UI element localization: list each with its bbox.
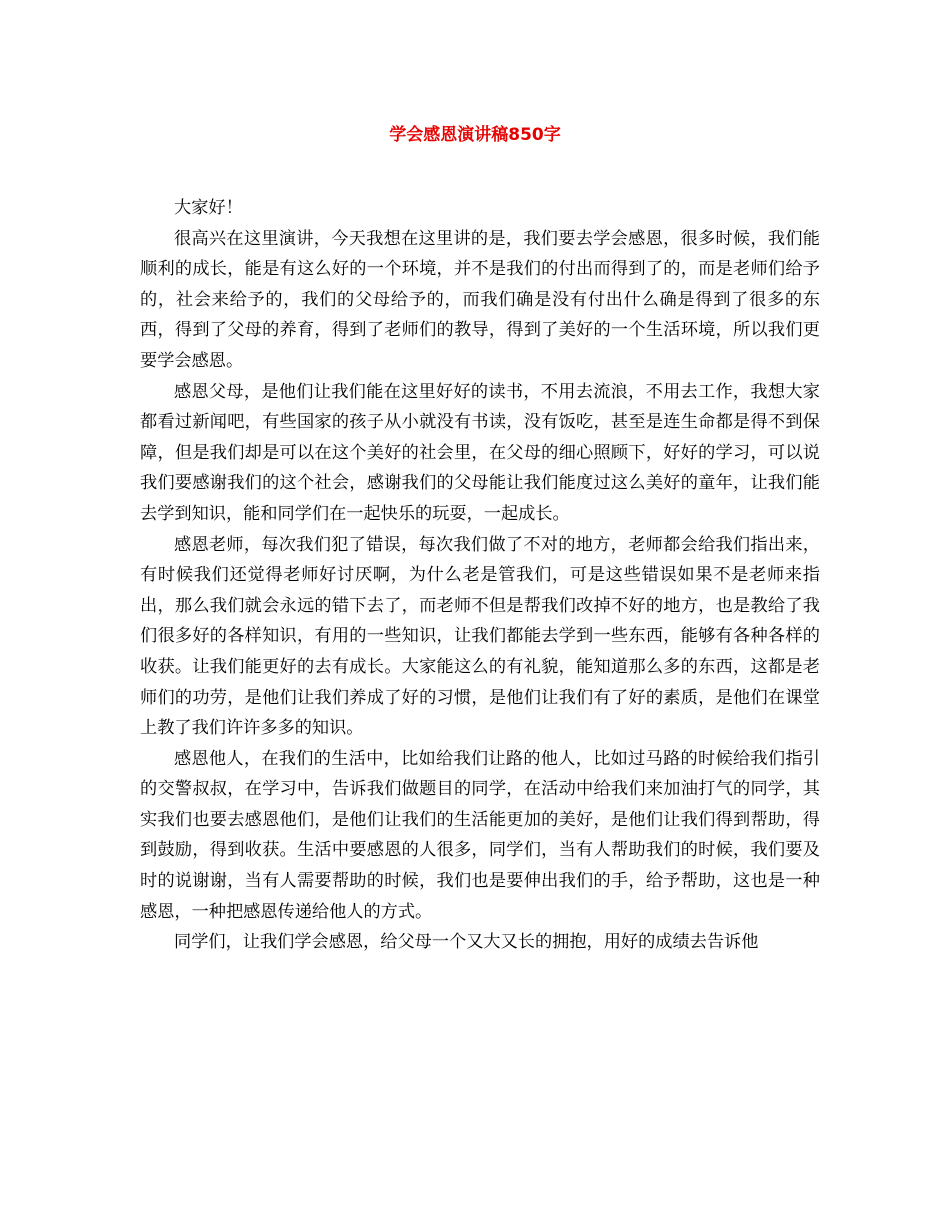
body-paragraph: 感恩他人，在我们的生活中，比如给我们让路的他人，比如过马路的时候给我们指引的交警叔叔，在学习中，告诉我们做题目的同学，在活动中给我们来加油打气的同学，其实我们也要去感恩他们，是他们让我们的生活能更加的美好，是他们让我们得到帮助，得到鼓励，得到收获。生活中要感恩的人很多，同学们，当有人帮助我们的时候，我们要及时的说谢谢，当有人需要帮助的时候，我们也是要伸出我们的手，给予帮助，这也是一种感恩，一种把感恩传递给他人的方式。	[140, 748, 820, 922]
greeting-paragraph: 大家好！	[174, 198, 243, 218]
body-paragraph: 感恩老师，每次我们犯了错误，每次我们做了不对的地方，老师都会给我们指出来，有时候我们还觉得老师好讨厌啊，为什么老是管我们，可是这些错误如果不是老师来指出，那么我们就会永远的错下去了，而老师不但是帮我们改掉不好的地方，也是教给了我们很多好的各样知识，有用的一些知识，让我们都能去学到一些东西，能够有各种各样的收获。让我们能更好的去有成长。大家能这么的有礼貌，能知道那么多的东西，这都是老师们的功劳，是他们让我们养成了好的习惯，是他们让我们有了好的素质，是他们在课堂上教了我们许许多多的知识。	[140, 534, 820, 739]
document-title: 学会感恩演讲稿850字	[389, 125, 561, 145]
body-paragraph: 感恩父母，是他们让我们能在这里好好的读书，不用去流浪，不用去工作，我想大家都看过新闻吧，有些国家的孩子从小就没有书读，没有饭吃，甚至是连生命都是得不到保障，但是我们却是可以在这个美好的社会里，在父母的细心照顾下，好好的学习，可以说我们要感谢我们的这个社会，感谢我们的父母能让我们能度过这么美好的童年，让我们能去学到知识，能和同学们在一起快乐的玩耍，一起成长。	[140, 381, 820, 524]
body-paragraph: 同学们，让我们学会感恩，给父母一个又大又长的拥抱，用好的成绩去告诉他	[174, 932, 759, 953]
body-paragraph: 很高兴在这里演讲，今天我想在这里讲的是，我们要去学会感恩，很多时候，我们能顺利的成长，能是有这么好的一个环境，并不是我们的付出而得到了的，而是老师们给予的，社会来给予的，我们的父母给予的，而我们确是没有付出什么确是得到了很多的东西，得到了父母的养育，得到了老师们的教导，得到了美好的一个生活环境，所以我们更要学会感恩。	[140, 228, 820, 371]
document-body	[140, 193, 820, 958]
